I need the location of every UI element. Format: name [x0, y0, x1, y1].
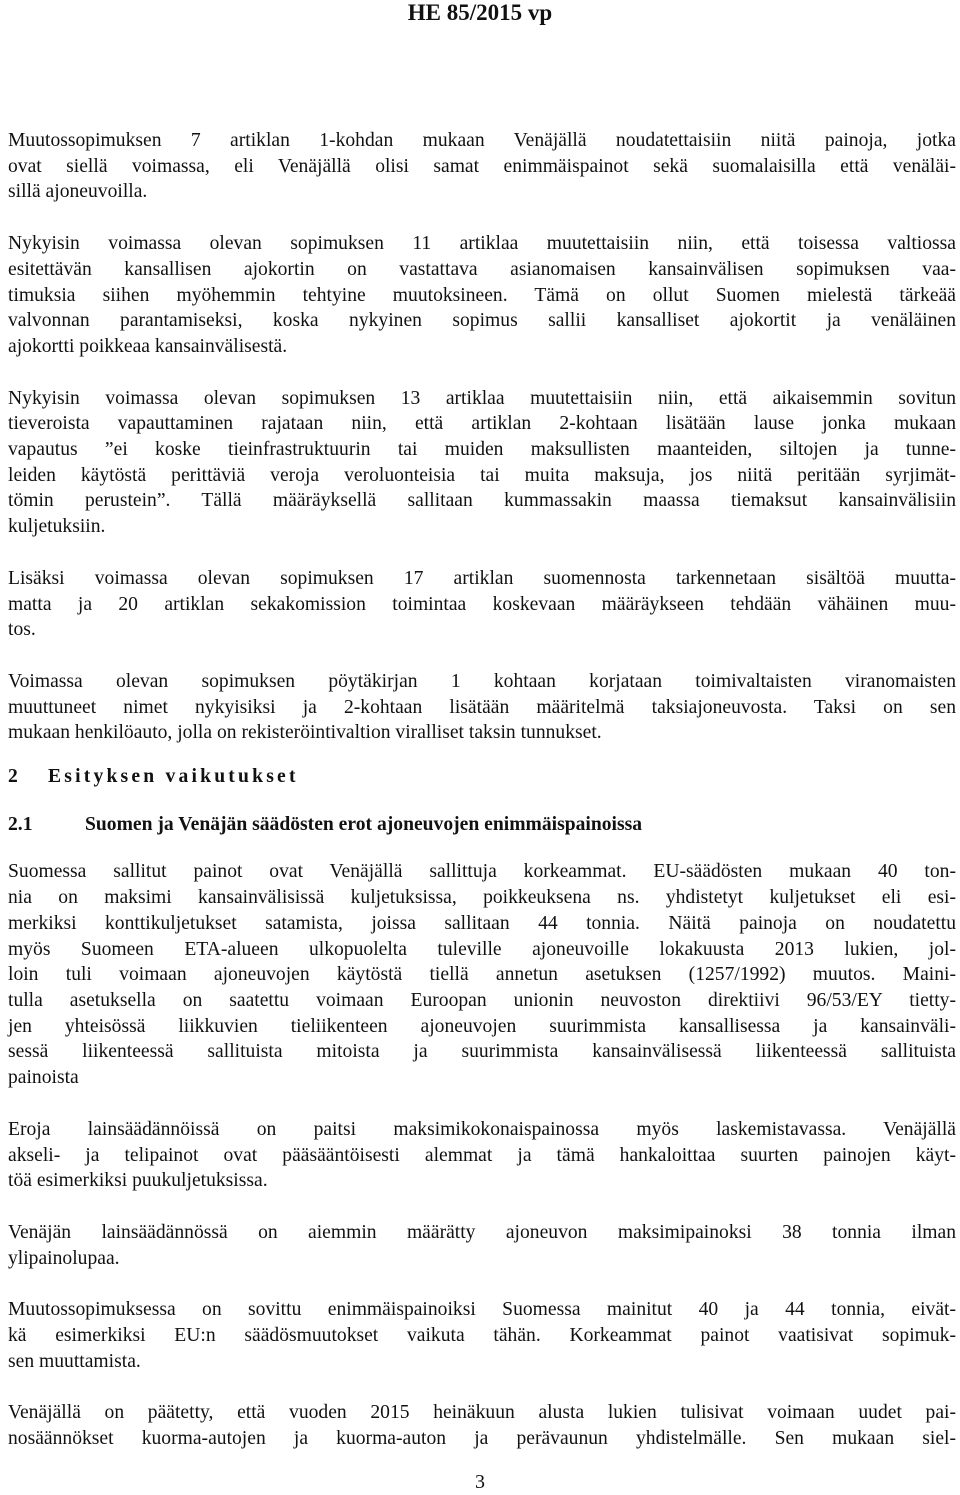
section-title: Esityksen vaikutukset — [48, 766, 299, 788]
text-line: kä esimerkiksi EU:n säädösmuutokset vaikuta tähän. Korkeammat painot vaatisivat sopimuk- — [8, 1325, 956, 1347]
text-line: muuttuneet nimet nykyisiksi ja 2-kohtaan lisätään määritelmä taksiajoneuvosta. Taksi on sen — [8, 696, 956, 718]
text-line: tos. — [8, 619, 36, 641]
section-number: 2 — [8, 766, 18, 788]
text-line: Muutossopimuksen 7 artiklan 1-kohdan mukaan Venäjällä noudatettaisiin niitä painoja, jotka — [8, 130, 956, 151]
text-line: Venäjällä on päätetty, että vuoden 2015 heinäkuun alusta lukien tulisivat voimaan uudet pai- — [8, 1402, 956, 1424]
subsection-number: 2.1 — [8, 813, 33, 835]
text-line: Voimassa olevan sopimuksen pöytäkirjan 1 kohtaan korjataan toimivaltaisten viranomaisten — [8, 670, 956, 692]
document-body — [8, 128, 956, 1478]
text-line: ovat siellä voimassa, eli Venäjällä olisi samat enimmäispainot sekä suomalaisilla että venäläi- — [8, 155, 956, 177]
text-line: ylipainolupaa. — [8, 1247, 120, 1269]
text-line: sen muuttamista. — [8, 1350, 141, 1372]
paragraph-poytakirja-taksi — [8, 669, 956, 746]
text-line: painoista — [8, 1067, 79, 1089]
text-line: nosäännökset kuorma-autojen ja kuorma-auton ja perävaunun yhdistelmälle. Sen mukaan siel- — [8, 1428, 956, 1450]
paragraph-painot-eu — [8, 859, 956, 1090]
text-line: tulla asetuksella on saatettu voimaan Euroopan unionin neuvoston direktiivi 96/53/EY tietty- — [8, 989, 956, 1011]
document-header: HE 85/2015 vp — [407, 0, 553, 25]
paragraph-38-tonnia — [8, 1220, 956, 1271]
paragraph-11-artikla-ajokortti — [8, 231, 956, 360]
text-line: sillä ajoneuvoilla. — [8, 181, 148, 203]
text-line: Suomessa sallitut painot ovat Venäjällä sallittuja korkeammat. EU-säädösten mukaan 40 ton- — [8, 861, 956, 883]
text-line: Muutossopimuksessa on sovittu enimmäispainoiksi Suomessa mainitut 40 ja 44 tonnia, eivät- — [8, 1299, 956, 1321]
text-line: Eroja lainsäädännöissä on paitsi maksimikokonaispainossa myös laskemistavassa. Venäjällä — [8, 1118, 956, 1140]
subsection-title: Suomen ja Venäjän säädösten erot ajoneuvojen enimmäispainoissa — [85, 813, 643, 835]
text-line: vapautus ”ei koske tieinfrastruktuurin tai muiden maksullisten maanteiden, siltojen ja tunne- — [8, 439, 956, 461]
paragraph-17-20-artikla — [8, 566, 956, 643]
text-line: akseli- ja telipainot ovat pääsääntöisesti alemmat ja tämä hankaloittaa suurten painojen käyt- — [8, 1144, 956, 1166]
text-line: nia on maksimi kansainvälisissä kuljetuksissa, poikkeuksena ns. yhdistetyt kuljetukset eli esi- — [8, 887, 956, 909]
text-line: ajokortti poikkeaa kansainvälisestä. — [8, 335, 288, 357]
text-line: leiden käytöstä perittäviä veroja veroluonteisia tai muita maksuja, jos niitä peritään syrjimät- — [8, 464, 956, 486]
paragraph-painosaannokset-2015 — [8, 1400, 956, 1451]
text-line: töä esimerkiksi puukuljetuksissa. — [8, 1170, 268, 1192]
text-line: esitettävän kansallisen ajokortin on vastattava asianomaisen kansainvälisen sopimuksen vaa- — [8, 258, 956, 280]
text-line: matta ja 20 artiklan sekakomission toimintaa koskevaan määräykseen tehdään vähäinen muu- — [8, 593, 956, 615]
text-line: tieveroista vapauttaminen rajataan niin, että artiklan 2-kohtaan lisätään lause jonka mukaan — [8, 413, 956, 435]
text-line: tömin perustein”. Tällä määräyksellä sallitaan kummassakin maassa tiemaksut kansainvälisiin — [8, 490, 956, 512]
text-line: timuksia siihen myöhemmin tehtyine muutoksineen. Tämä on ollut Suomen mielestä tärkeää — [8, 284, 956, 306]
text-line: kuljetuksiin. — [8, 516, 106, 538]
text-line: sessä liikenteessä sallituista mitoista ja suurimmista kansainvälisessä liikenteessä sallituista — [8, 1041, 956, 1063]
text-line: Nykyisin voimassa olevan sopimuksen 13 artiklaa muutettaisiin niin, että aikaisemmin sovitun — [8, 387, 956, 409]
page-number: 3 — [475, 1471, 485, 1493]
text-line: myös Suomeen ETA-alueen ulkopuolelta tuleville ajoneuvoille lokakuusta 2013 lukien, jol- — [8, 938, 956, 960]
text-line: Lisäksi voimassa olevan sopimuksen 17 artiklan suomennosta tarkennetaan sisältöä muutta- — [8, 567, 956, 589]
paragraph-13-artikla-tieverot — [8, 386, 956, 540]
text-line: merkiksi konttikuljetukset satamista, joissa sallitaan 44 tonnia. Näitä painoja on noudatettu — [8, 912, 956, 934]
text-line: loin tuli voimaan ajoneuvojen käytöstä tiellä annetun asetuksen (1257/1992) muutos. Maini- — [8, 964, 956, 986]
text-line: jen yhteisössä liikkuvien tieliikenteen ajoneuvojen suurimmista kansallisessa ja kansainväli- — [8, 1015, 956, 1037]
text-line: mukaan henkilöauto, jolla on rekisteröintivaltion viralliset taksin tunnukset. — [8, 722, 602, 744]
section-heading-2 — [8, 764, 956, 790]
text-line: Venäjän lainsäädännössä on aiemmin määrätty ajoneuvon maksimipainoksi 38 tonnia ilman — [8, 1221, 956, 1243]
text-line: Nykyisin voimassa olevan sopimuksen 11 artiklaa muutettaisiin niin, että toisessa valtiossa — [8, 233, 956, 255]
paragraph-enimmaispainot — [8, 1297, 956, 1374]
text-line: valvonnan parantamiseksi, koska nykyinen sopimus sallii kansalliset ajokortit ja venäläinen — [8, 310, 956, 332]
paragraph-laskemistapa — [8, 1117, 956, 1194]
paragraph-muutossopimuksen-7-artikla — [8, 128, 956, 205]
subsection-heading-2-1 — [8, 812, 956, 838]
